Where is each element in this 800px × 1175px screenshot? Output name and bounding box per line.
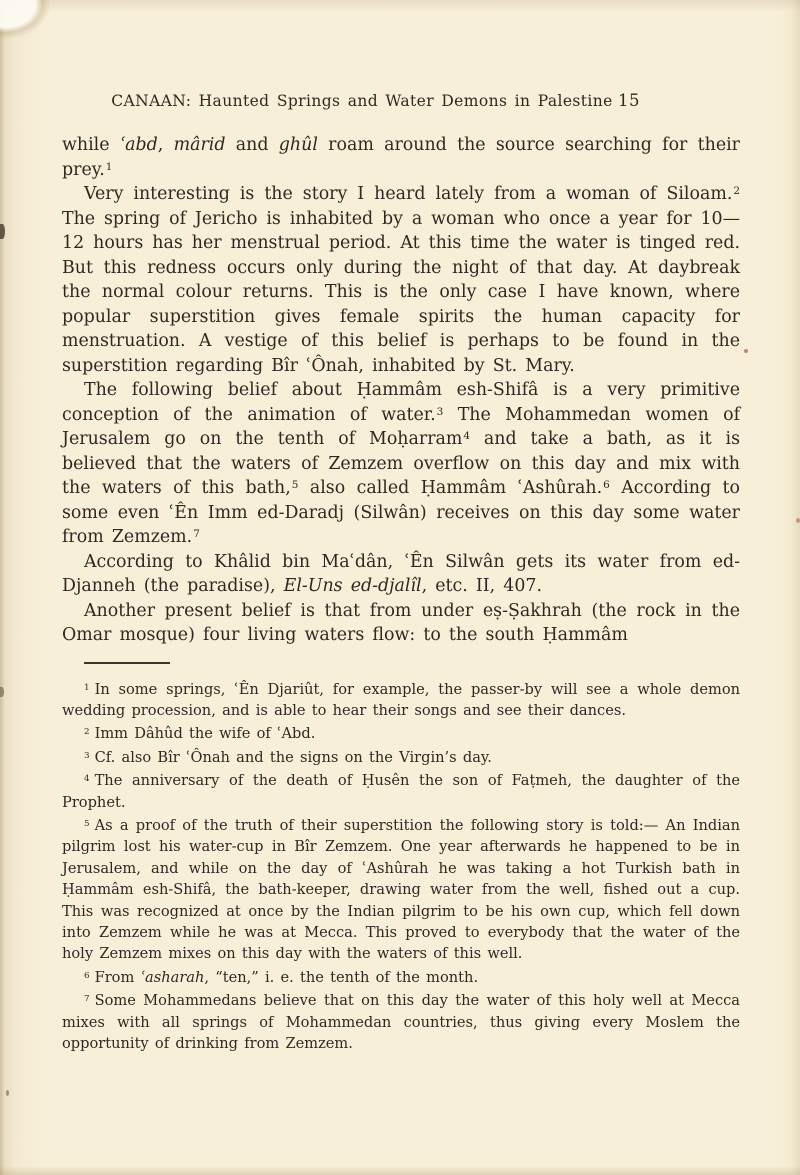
- page-edge-mark: [0, 687, 4, 697]
- running-head-title: CANAAN: Haunted Springs and Water Demons in Palestine: [111, 92, 613, 110]
- footnotes: [62, 679, 740, 1055]
- footnote: [62, 723, 740, 744]
- paper-speck: [744, 349, 748, 353]
- footnote-marker: 3: [84, 750, 90, 761]
- footnote-text: Imm Dâhûd the wife of ʿAbd.: [94, 725, 316, 743]
- footnote-text: From ʿasharah, “ten,” i. e. the tenth of the month.: [94, 968, 479, 986]
- paragraph: while ʿabd, mârid and ghûl roam around the source searching for their prey.$^1$: [62, 135, 740, 180]
- footnote-marker: 1: [84, 682, 90, 693]
- footnote: [62, 990, 740, 1054]
- footnote-text: The anniversary of the death of Ḥusên the son of Faṭmeh, the daughter of the Prophet.: [62, 772, 740, 811]
- footnote-separator-rule: [84, 662, 170, 664]
- footnote-marker: 5: [84, 819, 90, 829]
- footnote-marker: 7: [84, 994, 90, 1005]
- footnote-text: In some springs, ʿÊn Djariût, for example, the passer-by will see a whole demon wedding procession, and is able to hear their songs and see their dances.: [62, 680, 740, 719]
- footnote: [62, 967, 740, 988]
- page-content: [62, 92, 740, 1054]
- paper-speck: [6, 1090, 9, 1096]
- footnote: [62, 679, 740, 722]
- paragraph: Another present belief is that from under eṣ-Ṣakhrah (the rock in the Omar mosque) four living waters flow: to the south Ḥammâm: [62, 600, 740, 645]
- footnote-text: Cf. also Bîr ʿÔnah and the signs on the Virgin’s day.: [94, 748, 492, 766]
- paragraph: The following belief about Ḥammâm esh-Shifâ is a very primitive conception of the animation of water.$^3$ The Mohammedan women of Jerusalem go on the tenth of Moḥarram$^4$ and take a bath, as it is believed that the waters of Zemzem overflow on this day and mix with the waters of this bath,$^5$ also called Ḥammâm ʿAshûrah.$^6$ According to some even ʿÊn Imm ed-Daradj (Silwân) receives on this day some water from Zemzem.$^7$: [62, 380, 741, 547]
- footnote-marker: 2: [84, 727, 90, 738]
- footnote-text: As a proof of the truth of their superstition the following story is told:— An Indian pilgrim lost his water-cup in Bîr Zemzem. One year afterwards he happened to be in Jerusalem, and while on the day of ʿAshûrah he was taking a hot Turkish bath in Ḥammâm esh-Shifâ, the bath-keeper, drawing water from the well, fished out a cup. This was recognized at once by the Indian pilgrim to be his own cup, which fell down into Zemzem while he was at Mecca. This proved to everybody that the water of the holy Zemzem mixes on this day with the waters of this well.: [62, 816, 740, 963]
- footnote: [62, 770, 740, 813]
- body-text: [62, 133, 740, 648]
- running-head: [62, 92, 740, 110]
- paper-speck: [796, 518, 800, 523]
- paragraph: Very interesting is the story I heard lately from a woman of Siloam.$^2$ The spring of Jericho is inhabited by a woman who once a year for 10—12 hours has her menstrual period. At this time the water is tinged red. But this redness occurs only during the night of that day. At daybreak the normal colour returns. This is the only case I have known, where popular superstition gives female spirits the human capacity for menstruation. A vestige of this belief is perhaps to be found in the superstition regarding Bîr ʿÔnah, inhabited by St. Mary.: [62, 184, 740, 376]
- footnote-marker: 4: [84, 774, 90, 785]
- footnote: [62, 815, 740, 965]
- page-edge-mark: [0, 224, 5, 239]
- footnote: [62, 747, 740, 768]
- footnote-marker: 6: [84, 970, 90, 981]
- page-number: 15: [618, 91, 640, 110]
- footnote-text: Some Mohammedans believe that on this day the water of this holy well at Mecca mixes with all springs of Mohammedan countries, thus giving every Moslem the opportunity of drinking from Zemzem.: [62, 992, 740, 1052]
- paragraph: According to Khâlid bin Maʿdân, ʿÊn Silwân gets its water from ed-Djanneh (the paradise), El-Uns ed-djalîl, etc. II, 407.: [62, 551, 740, 596]
